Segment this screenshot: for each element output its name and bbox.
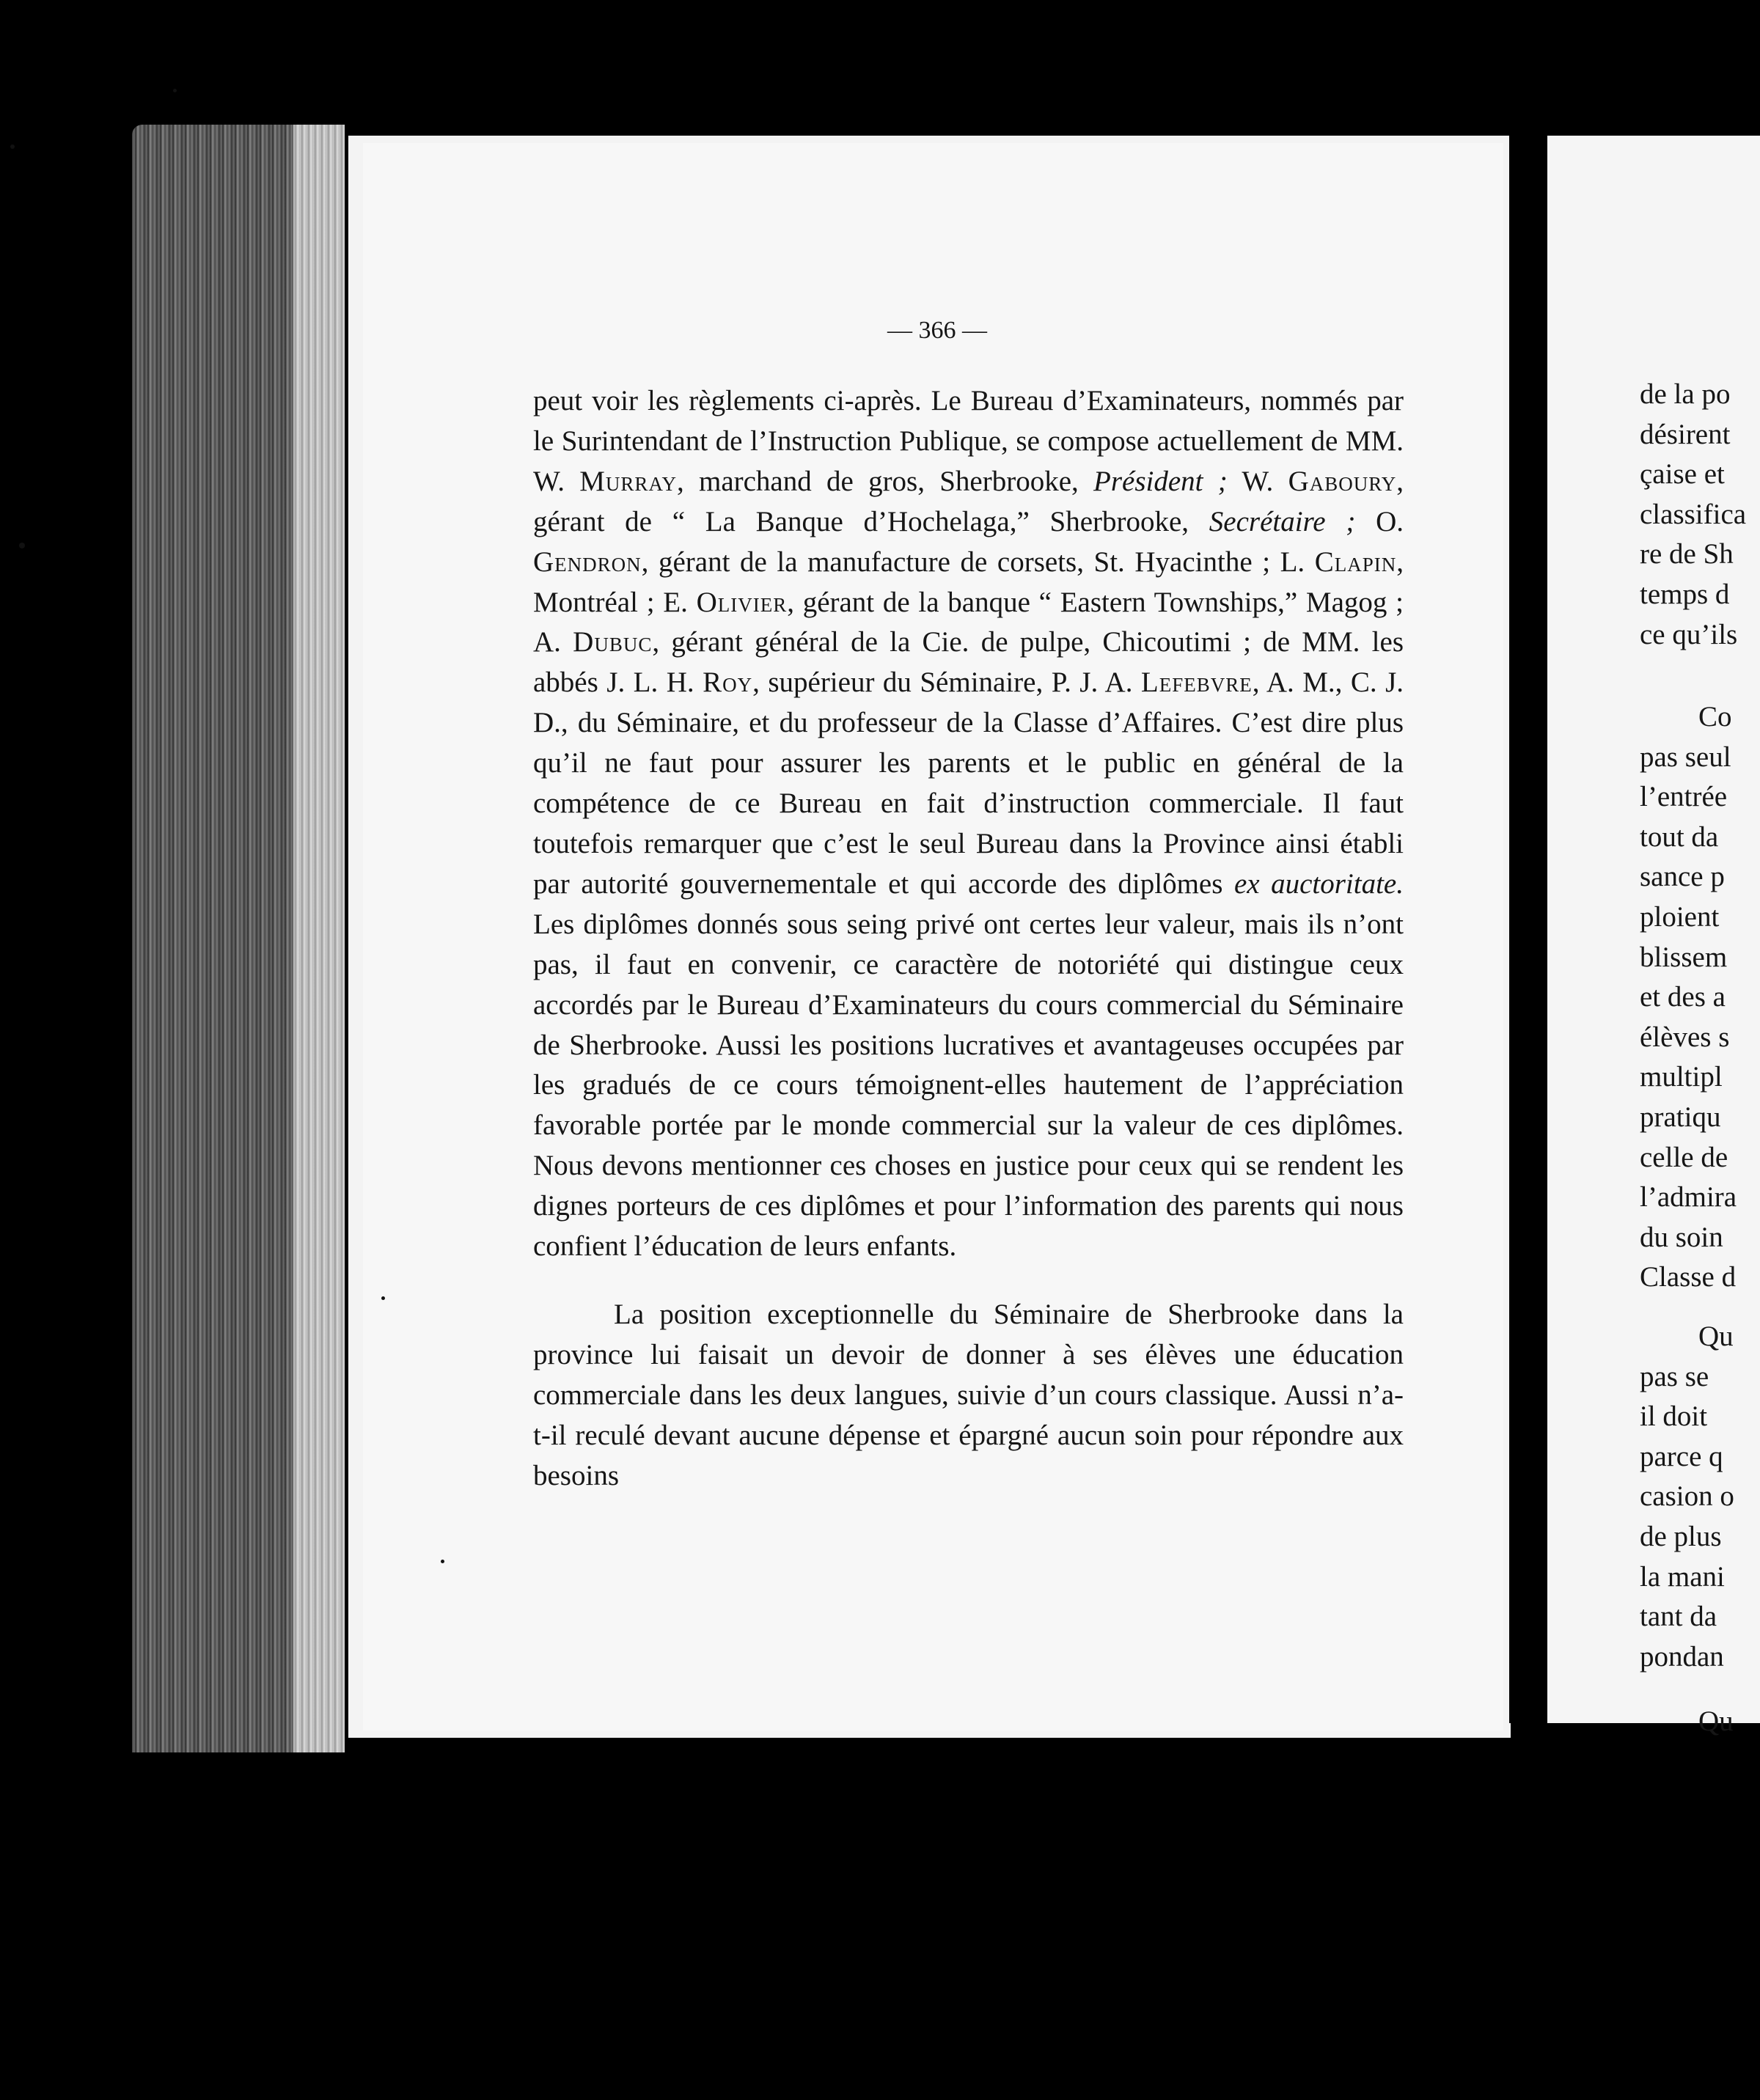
- text-run: Les diplômes donnés sous seing privé ont certes leur valeur, mais ils n’ont pas, il faut en convenir, ce caractère de notoriété qui distingue ceux accordés par le Bureau d’Examinateurs du cours commercial du Séminaire de Sherbrooke. Aussi les positions lucratives et avantageuses occupées par les gradués de ce cours témoignent-elles hautement de l’appréciation favorable portée par le monde commercial sur la valeur de ces diplômes. Nous devons mentionner ces choses en justice pour ceux qui se rendent les dignes porteurs de ces diplômes et pour l’information des parents qui nous confient l’éducation de leurs enfants.: [533, 908, 1404, 1263]
- facing-page-line: Classe d: [1640, 1261, 1737, 1293]
- scan-speck: [441, 1560, 444, 1563]
- italic-text: Secrétaire ;: [1209, 505, 1356, 537]
- text-run: W.: [1227, 465, 1288, 497]
- person-name: Dubuc: [573, 626, 653, 658]
- text-run: , marchand de gros, Sherbrooke,: [676, 465, 1094, 497]
- person-name: Olivier: [696, 586, 788, 618]
- facing-page-line: désirent: [1640, 418, 1731, 450]
- facing-page-line: et des a: [1640, 981, 1726, 1013]
- paragraph-1: [533, 381, 1404, 1267]
- facing-page-line: l’admira: [1640, 1181, 1737, 1214]
- book-gutter: [1509, 136, 1549, 1723]
- facing-page-line: temps d: [1640, 579, 1730, 610]
- person-name: Gaboury: [1288, 465, 1397, 497]
- person-name: Clapin: [1314, 546, 1397, 578]
- facing-page-line: casion o: [1640, 1480, 1734, 1513]
- facing-page-line: pratiqu: [1640, 1101, 1721, 1133]
- person-name: Gendron: [533, 546, 642, 578]
- facing-page-line: Co: [1698, 701, 1732, 733]
- text-run: , supérieur du Séminaire, P. J. A.: [752, 667, 1141, 699]
- facing-page-line: pondan: [1640, 1640, 1724, 1673]
- book-page-edges-light: [293, 125, 345, 1752]
- scan-speck: [10, 144, 15, 149]
- text-run: O.: [1355, 505, 1404, 537]
- body-text: [533, 381, 1404, 1496]
- text-run: , gérant de “ La Banque d’Hochelaga,” Sherbrooke,: [533, 465, 1404, 537]
- facing-page-line: parce q: [1640, 1440, 1723, 1472]
- facing-page-line: pas seul: [1640, 741, 1731, 773]
- paragraph-2: La position exceptionnelle du Séminaire de Sherbrooke dans la province lui faisait un devoir de donner à ses élèves une éducation commerciale dans les deux langues, suivie d’un cours classique. Aussi n’a-t-il reculé devant aucune dépense et épargné aucun soin pour répondre aux besoins: [533, 1298, 1404, 1491]
- facing-page-line: pas se: [1640, 1360, 1709, 1392]
- person-name: Roy: [703, 667, 753, 699]
- italic-text: Président ;: [1093, 465, 1228, 497]
- person-name: Lefebvre: [1140, 667, 1253, 699]
- facing-page-line: du soin: [1640, 1221, 1723, 1253]
- facing-page-line: il doit: [1640, 1400, 1708, 1433]
- facing-page-line: la mani: [1640, 1560, 1725, 1593]
- person-name: Murray: [579, 465, 677, 497]
- facing-page-line: de plus: [1640, 1521, 1722, 1552]
- text-run: , gérant de la manufacture de corsets, St. Hyacinthe ; L.: [641, 546, 1315, 578]
- facing-page-line: ce qu’ils: [1640, 618, 1738, 650]
- facing-page-line: classifica: [1640, 498, 1747, 530]
- facing-page-line: de la po: [1640, 378, 1731, 410]
- scan-speck: [381, 1296, 385, 1300]
- text-run: peut voir les règlements ci-après. Le Bureau d’Examinateurs, nommés par le Surintendant de l’Instruction Publique, se compose actuellement de MM. W.: [533, 385, 1404, 497]
- facing-page-line: multipl: [1640, 1061, 1723, 1093]
- facing-page-line: ploient: [1640, 901, 1720, 933]
- facing-page-line: Qu: [1698, 1706, 1734, 1737]
- facing-page-line: tant da: [1640, 1601, 1717, 1633]
- facing-page-line: l’entrée: [1640, 781, 1728, 813]
- text-run: , Montréal ; E.: [533, 546, 1404, 618]
- text-run: , A. M., C. J. D., du Séminaire, et du professeur de la Classe d’Affaires. C’est dire plus qu’il ne faut pour assurer les parents et le public en général de la compétence de ce Bureau en fait d’instruction commerciale. Il faut toutefois remarquer que c’est le seul Bureau dans la Province ainsi établi par autorité gouvernementale et qui accorde des diplômes: [533, 667, 1404, 900]
- facing-page-line: celle de: [1640, 1141, 1728, 1173]
- facing-page-line: sance p: [1640, 861, 1725, 893]
- text-run: , gérant de la banque “ Eastern Townships,” Magog ; A.: [533, 586, 1404, 658]
- facing-page-line: Qu: [1698, 1321, 1734, 1352]
- facing-page-line: çaise et: [1640, 458, 1725, 491]
- scan-speck: [173, 89, 177, 92]
- facing-page-line: élèves s: [1640, 1021, 1730, 1053]
- page-number: — 366 —: [887, 317, 987, 344]
- facing-page-line: tout da: [1640, 820, 1719, 853]
- italic-text: ex auctoritate.: [1233, 867, 1404, 900]
- scan-speck: [19, 543, 25, 548]
- facing-page-line: re de Sh: [1640, 538, 1734, 570]
- text-run: , gérant général de la Cie. de pulpe, Chicoutimi ; de MM. les abbés J. L. H.: [533, 626, 1404, 699]
- facing-page-line: blissem: [1640, 941, 1728, 973]
